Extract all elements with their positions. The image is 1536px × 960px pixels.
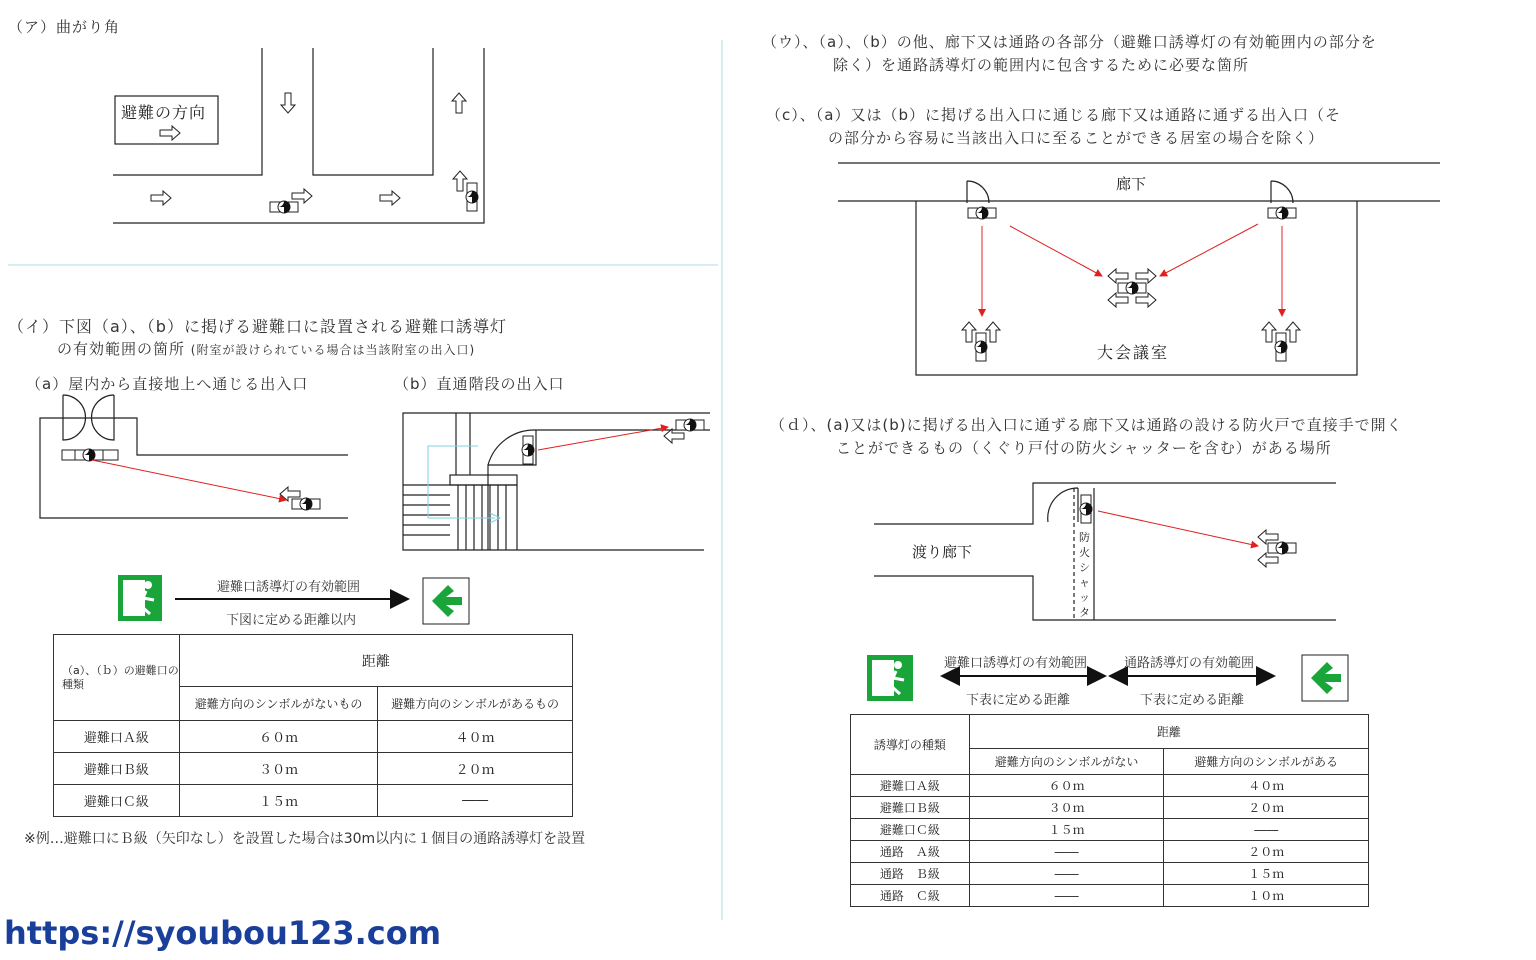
distance-label: 下図に定める距離以内 bbox=[226, 613, 357, 628]
table-row: 避難口Ａ級 ６０ｍ ４０ｍ bbox=[54, 721, 573, 753]
table-row: 通路 Ａ級 ―― ２０ｍ bbox=[851, 841, 1369, 863]
passage-sign-icon bbox=[423, 578, 469, 624]
section-c-line1: （c）、（a）又は（b）に掲げる出入口に通じる廊下又は通路に通ずる出入口（そ bbox=[766, 106, 1341, 124]
sub-b-title: （b）直通階段の出入口 bbox=[394, 375, 565, 393]
t1-head-nosym: 避難方向のシンボルがないもの bbox=[179, 687, 377, 721]
t1-head-sym: 避難方向のシンボルがあるもの bbox=[378, 687, 573, 721]
t2-head-nosym: 避難方向のシンボルがない bbox=[969, 749, 1164, 775]
t2-head-sym: 避難方向のシンボルがある bbox=[1164, 749, 1369, 775]
table-row: 避難口Ａ級 ６０ｍ ４０ｍ bbox=[851, 775, 1369, 797]
section-u-line2: 除く）を通路誘導灯の範囲内に包含するために必要な箇所 bbox=[833, 56, 1250, 74]
distance-table-1 bbox=[53, 634, 573, 817]
table-row: 通路 Ｃ級 ―― １０ｍ bbox=[851, 885, 1369, 907]
table-row: 避難口Ｂ級 ３０ｍ ２０ｍ bbox=[54, 753, 573, 785]
range-label-1: 避難口誘導灯の有効範囲 bbox=[944, 656, 1088, 671]
distance-label-2: 下表に定める距離 bbox=[1140, 693, 1245, 708]
t1-head-dist: 距離 bbox=[179, 635, 572, 687]
exit-sign-icon bbox=[118, 575, 162, 621]
section-d-line1: （ｄ）、(a)又は(b)に掲げる出入口に通ずる廊下又は通路の設ける防火戸で直接手で開く bbox=[770, 416, 1403, 434]
t2-head-type: 誘導灯の種類 bbox=[851, 715, 970, 775]
sub-a-title: （a）屋内から直接地上へ通じる出入口 bbox=[26, 375, 309, 393]
corridor-label: 廊下 bbox=[1116, 175, 1147, 193]
evac-direction-label: 避難の方向 bbox=[121, 103, 207, 122]
table-row: 通路 Ｂ級 ―― １５ｍ bbox=[851, 863, 1369, 885]
exit-sign-icon-2 bbox=[867, 655, 913, 701]
range-label: 避難口誘導灯の有効範囲 bbox=[217, 580, 361, 595]
table-row: 避難口Ｂ級 ３０ｍ ２０ｍ bbox=[851, 797, 1369, 819]
section-d-line2: ことができるもの（くぐり戸付の防火シャッターを含む）がある場所 bbox=[836, 439, 1332, 457]
room-label: 大会議室 bbox=[1097, 343, 1170, 362]
fire-shutter-label: 防火シャッタ bbox=[1079, 531, 1090, 619]
section-c-line2: の部分から容易に当該出入口に至ることができる居室の場合を除く） bbox=[828, 129, 1325, 147]
site-url-link[interactable]: https://syoubou123.com bbox=[4, 914, 442, 952]
t1-head-type: （a）、（ｂ）の避難口の種類 bbox=[54, 635, 180, 721]
section-i-note: (附室が設けられている場合は当該附室の出入口) bbox=[190, 343, 476, 357]
section-i-line2: の有効範囲の箇所 (附室が設けられている場合は当該附室の出入口) bbox=[57, 340, 476, 358]
distance-table-2 bbox=[850, 714, 1369, 907]
passage-sign-icon-2 bbox=[1302, 655, 1348, 701]
footnote: ※例…避難口にＢ級（矢印なし）を設置した場合は30m以内に１個目の通路誘導灯を設置 bbox=[24, 831, 586, 847]
table-row: 避難口Ｃ級 １５ｍ ―― bbox=[54, 785, 573, 817]
section-u-line1: （ウ）、（a）、（b）の他、廊下又は通路の各部分（避難口誘導灯の有効範囲内の部分を bbox=[762, 33, 1377, 51]
distance-label-1: 下表に定める距離 bbox=[966, 693, 1071, 708]
bridge-corridor-label: 渡り廊下 bbox=[912, 543, 973, 561]
range-label-2: 通路誘導灯の有効範囲 bbox=[1124, 656, 1255, 671]
t2-head-dist: 距離 bbox=[969, 715, 1368, 749]
section-i-line1: （イ）下図（a）、（b）に掲げる避難口に設置される避難口誘導灯 bbox=[8, 317, 507, 336]
section-a-title: （ア）曲がり角 bbox=[8, 18, 121, 36]
table-row: 避難口Ｃ級 １５ｍ ―― bbox=[851, 819, 1369, 841]
